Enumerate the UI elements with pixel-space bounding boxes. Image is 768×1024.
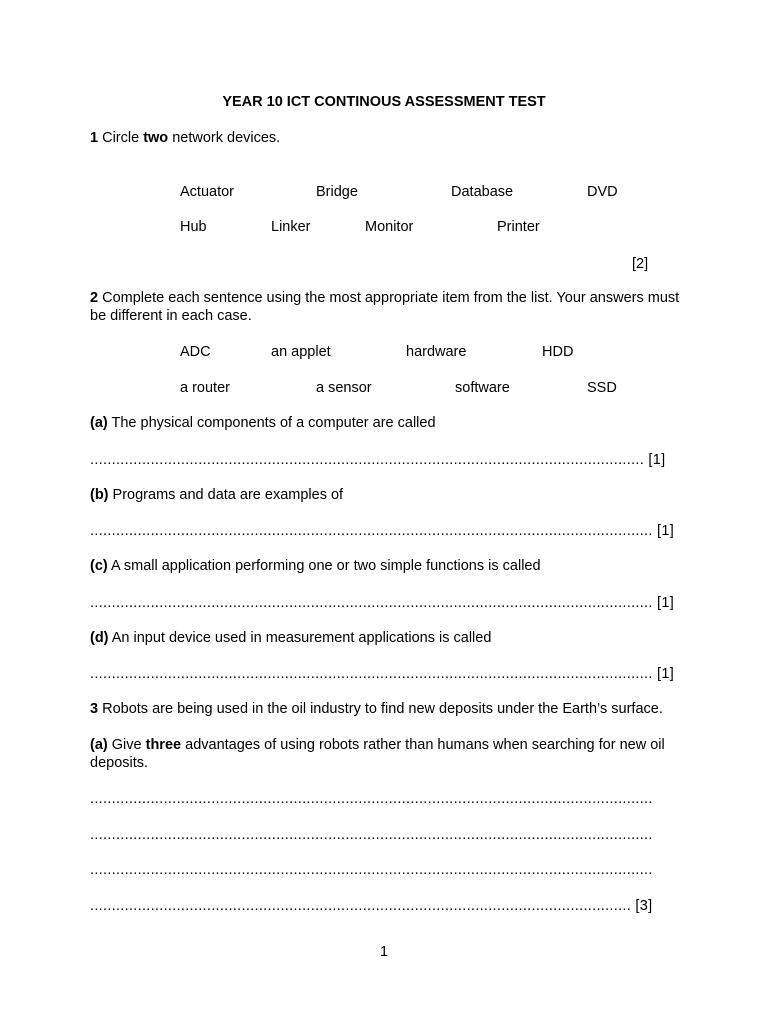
q2-word-option: a sensor [316, 380, 372, 396]
q1-option[interactable]: Actuator [180, 184, 234, 200]
q1-option[interactable]: Hub [180, 219, 207, 235]
q2-part-a-prompt: (a) The physical components of a computer are called [90, 415, 436, 431]
q2-word-option: SSD [587, 380, 617, 396]
q2-word-option: an applet [271, 344, 331, 360]
q3-answer-line[interactable]: .................................................................................................................................. [90, 827, 653, 843]
q2-word-option: ADC [180, 344, 211, 360]
q1-option[interactable]: Monitor [365, 219, 414, 235]
question-2-prompt: 2 Complete each sentence using the most appropriate item from the list. Your answers must be different in each case. [90, 290, 680, 324]
question-number: 2 [90, 290, 99, 306]
q2-part-b-answer-line[interactable]: .................................................................................................................................. [1] [90, 523, 675, 539]
q1-option[interactable]: Bridge [316, 184, 358, 200]
question-1-prompt: 1 Circle two network devices. [90, 130, 281, 146]
q3-answer-line[interactable]: ............................................................................................................................. [3] [90, 898, 653, 914]
q3-answer-line[interactable]: .................................................................................................................................. [90, 791, 653, 807]
q1-option[interactable]: DVD [587, 184, 618, 200]
q2-word-option: a router [180, 380, 230, 396]
q2-part-a-answer-line[interactable]: ................................................................................................................................ [1] [90, 452, 666, 468]
q1-marks: [2] [632, 256, 649, 272]
q2-word-option: software [455, 380, 510, 396]
q2-word-option: HDD [542, 344, 574, 360]
q1-option[interactable]: Linker [271, 219, 311, 235]
question-number: 1 [90, 130, 99, 146]
q1-option[interactable]: Printer [497, 219, 540, 235]
question-number: 3 [90, 701, 99, 717]
q2-part-c-prompt: (c) A small application performing one or two simple functions is called [90, 558, 541, 574]
q2-part-d-answer-line[interactable]: .................................................................................................................................. [1] [90, 666, 675, 682]
page-title: YEAR 10 ICT CONTINOUS ASSESSMENT TEST [222, 94, 546, 110]
q2-part-b-prompt: (b) Programs and data are examples of [90, 487, 344, 503]
page-number: 1 [379, 944, 389, 960]
q3-part-a-prompt: (a) Give three advantages of using robots rather than humans when searching for new oil deposits. [90, 737, 665, 771]
q3-answer-line[interactable]: .................................................................................................................................. [90, 862, 653, 878]
q2-part-c-answer-line[interactable]: .................................................................................................................................. [1] [90, 595, 675, 611]
q1-option[interactable]: Database [451, 184, 514, 200]
q2-word-option: hardware [406, 344, 467, 360]
q2-part-d-prompt: (d) An input device used in measurement applications is called [90, 630, 492, 646]
question-3-prompt: 3 Robots are being used in the oil industry to find new deposits under the Earth’s surface. [90, 701, 663, 717]
